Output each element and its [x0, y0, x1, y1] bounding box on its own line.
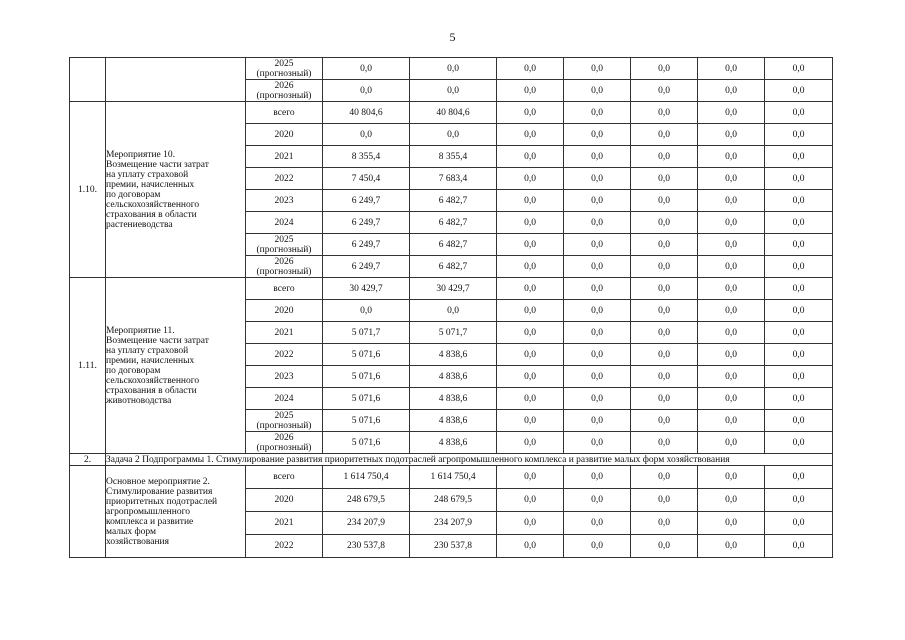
year-line: (прогнозный)	[256, 90, 312, 101]
value-cell: 0,0	[564, 388, 631, 410]
measure-name-line: на уплату страховой	[106, 169, 189, 180]
page-number: 5	[449, 30, 456, 44]
measure-name-line: Мероприятие 11.	[106, 325, 175, 336]
value-cell: 230 537,8	[323, 535, 410, 558]
year-cell	[246, 168, 323, 190]
value-cell: 0,0	[564, 466, 631, 489]
value-cell: 8 355,4	[323, 146, 410, 168]
year-cell	[246, 124, 323, 146]
value-cell: 0,0	[497, 388, 564, 410]
measure-name-line: приоритетных подотраслей	[106, 496, 218, 507]
value-cell: 6 482,7	[410, 256, 497, 278]
year-line: всего	[273, 107, 295, 118]
value-cell: 0,0	[497, 322, 564, 344]
value-cell: 0,0	[564, 124, 631, 146]
value-cell: 0,0	[631, 322, 698, 344]
value-cell: 6 482,7	[410, 234, 497, 256]
value-cell: 4 838,6	[410, 432, 497, 454]
value-cell: 0,0	[564, 80, 631, 102]
value-cell: 0,0	[564, 535, 631, 558]
value-cell: 0,0	[765, 432, 833, 454]
measure-name-line: Мероприятие 10.	[106, 149, 176, 160]
value-cell: 0,0	[765, 278, 833, 300]
value-cell: 0,0	[564, 234, 631, 256]
value-cell: 0,0	[765, 366, 833, 388]
year-cell	[246, 512, 323, 535]
measure-name-cell	[106, 278, 246, 454]
measure-name-line: премии, начисленных	[106, 179, 195, 190]
value-cell: 0,0	[631, 489, 698, 512]
year-line: 2022	[274, 541, 294, 551]
table-row	[70, 58, 833, 80]
measure-name-line: животноводства	[106, 395, 172, 406]
value-cell: 0,0	[765, 102, 833, 124]
year-line: 2024	[274, 393, 294, 404]
value-cell: 40 804,6	[410, 102, 497, 124]
value-cell: 0,0	[765, 168, 833, 190]
value-cell: 0,0	[698, 489, 765, 512]
year-line: 2023	[274, 371, 294, 382]
value-cell: 0,0	[765, 512, 833, 535]
value-cell: 0,0	[497, 58, 564, 80]
value-cell: 0,0	[497, 489, 564, 512]
value-cell: 0,0	[631, 366, 698, 388]
measure-name-line: агропромышленного	[106, 506, 191, 517]
value-cell: 0,0	[631, 190, 698, 212]
value-cell: 4 838,6	[410, 366, 497, 388]
value-cell: 0,0	[497, 256, 564, 278]
measure-name-line: сельскохозяйственного	[106, 199, 200, 210]
value-cell: 6 249,7	[323, 234, 410, 256]
value-cell: 0,0	[410, 80, 497, 102]
year-line: (прогнозный)	[256, 244, 312, 255]
year-cell	[246, 432, 323, 454]
value-cell: 1 614 750,4	[410, 466, 497, 489]
value-cell: 0,0	[765, 322, 833, 344]
year-line: всего	[273, 472, 295, 482]
value-cell: 0,0	[497, 190, 564, 212]
value-cell: 0,0	[564, 256, 631, 278]
value-cell: 0,0	[698, 80, 765, 102]
value-cell: 230 537,8	[410, 535, 497, 558]
measure-name-line: хозяйствования	[106, 536, 169, 547]
value-cell: 0,0	[564, 102, 631, 124]
value-cell: 0,0	[698, 58, 765, 80]
value-cell: 4 838,6	[410, 344, 497, 366]
value-cell: 30 429,7	[323, 278, 410, 300]
value-cell: 0,0	[698, 535, 765, 558]
value-cell: 0,0	[631, 146, 698, 168]
measure-name-line: сельскохозяйственного	[106, 375, 200, 386]
measure-name-line: комплекса и развитие	[106, 516, 194, 527]
year-cell	[246, 300, 323, 322]
measure-name-cell	[106, 102, 246, 278]
value-cell: 0,0	[765, 212, 833, 234]
value-cell: 0,0	[631, 212, 698, 234]
measure-name-line: малых форм	[106, 526, 157, 537]
value-cell: 0,0	[631, 102, 698, 124]
value-cell: 4 838,6	[410, 388, 497, 410]
value-cell: 0,0	[497, 234, 564, 256]
table-row	[70, 278, 833, 300]
year-line: 2026	[274, 256, 294, 267]
year-line: 2020	[274, 129, 294, 140]
index-cell	[70, 58, 106, 102]
value-cell: 40 804,6	[323, 102, 410, 124]
value-cell: 0,0	[765, 234, 833, 256]
value-cell: 0,0	[564, 190, 631, 212]
value-cell: 0,0	[631, 58, 698, 80]
index-cell: 1.11.	[70, 278, 106, 454]
measure-name-line: Стимулирование развития	[106, 486, 213, 497]
value-cell: 0,0	[631, 344, 698, 366]
value-cell: 0,0	[631, 535, 698, 558]
measure-name-line: страхования в области	[106, 209, 197, 220]
value-cell: 0,0	[497, 278, 564, 300]
year-cell	[246, 535, 323, 558]
value-cell: 0,0	[564, 489, 631, 512]
value-cell: 0,0	[765, 466, 833, 489]
year-cell	[246, 388, 323, 410]
measure-name-line: на уплату страховой	[106, 345, 189, 356]
year-line: 2022	[274, 173, 294, 184]
task-row	[70, 454, 833, 466]
value-cell: 0,0	[765, 80, 833, 102]
value-cell: 0,0	[765, 256, 833, 278]
value-cell: 0,0	[497, 535, 564, 558]
table-row	[70, 102, 833, 124]
value-cell: 0,0	[698, 388, 765, 410]
value-cell: 0,0	[564, 366, 631, 388]
value-cell: 0,0	[765, 410, 833, 432]
measure-name-line: страхования в области	[106, 385, 197, 396]
year-cell	[246, 489, 323, 512]
index-cell: 1.10.	[70, 102, 106, 278]
year-cell	[246, 58, 323, 80]
value-cell: 0,0	[497, 212, 564, 234]
value-cell: 0,0	[698, 432, 765, 454]
year-cell	[246, 146, 323, 168]
value-cell: 5 071,6	[323, 432, 410, 454]
value-cell: 0,0	[698, 124, 765, 146]
value-cell: 0,0	[564, 146, 631, 168]
value-cell: 30 429,7	[410, 278, 497, 300]
year-line: 2025	[274, 58, 294, 69]
year-cell	[246, 256, 323, 278]
value-cell: 0,0	[631, 512, 698, 535]
year-line: 2021	[274, 327, 294, 338]
value-cell: 0,0	[564, 278, 631, 300]
year-line: 2023	[274, 195, 294, 206]
year-cell	[246, 366, 323, 388]
year-line: 2021	[274, 151, 294, 162]
year-cell	[246, 212, 323, 234]
value-cell: 0,0	[631, 168, 698, 190]
value-cell: 0,0	[698, 344, 765, 366]
year-line: 2020	[274, 495, 294, 505]
measure-name-line: премии, начисленных	[106, 355, 195, 366]
measure-name-line: Возмещение части затрат	[106, 159, 209, 170]
value-cell: 0,0	[564, 432, 631, 454]
value-cell: 0,0	[765, 58, 833, 80]
value-cell: 234 207,9	[323, 512, 410, 535]
year-cell	[246, 322, 323, 344]
year-cell	[246, 466, 323, 489]
value-cell: 0,0	[765, 146, 833, 168]
year-cell	[246, 102, 323, 124]
value-cell: 0,0	[631, 300, 698, 322]
value-cell: 0,0	[323, 80, 410, 102]
measure-name-line: Возмещение части затрат	[106, 335, 209, 346]
year-line: (прогнозный)	[256, 420, 312, 431]
value-cell: 0,0	[497, 512, 564, 535]
value-cell: 7 450,4	[323, 168, 410, 190]
value-cell: 0,0	[497, 466, 564, 489]
value-cell: 0,0	[497, 102, 564, 124]
task-number: 2.	[70, 454, 106, 466]
year-line: 2025	[274, 410, 294, 421]
value-cell: 248 679,5	[323, 489, 410, 512]
value-cell: 6 249,7	[323, 256, 410, 278]
value-cell: 0,0	[631, 410, 698, 432]
value-cell: 0,0	[497, 300, 564, 322]
measure-name-cell	[106, 466, 246, 558]
value-cell: 0,0	[698, 190, 765, 212]
value-cell: 0,0	[765, 388, 833, 410]
value-cell: 0,0	[564, 410, 631, 432]
value-cell: 0,0	[698, 300, 765, 322]
year-line: (прогнозный)	[256, 266, 312, 277]
value-cell: 0,0	[564, 322, 631, 344]
value-cell: 0,0	[631, 466, 698, 489]
value-cell: 248 679,5	[410, 489, 497, 512]
program-funding-table	[69, 57, 833, 558]
value-cell: 4 838,6	[410, 410, 497, 432]
value-cell: 0,0	[631, 124, 698, 146]
value-cell: 0,0	[564, 212, 631, 234]
measure-name-line: Основное мероприятие 2.	[106, 476, 210, 487]
year-line: 2022	[274, 349, 294, 360]
year-line: 2020	[274, 305, 294, 316]
year-cell	[246, 278, 323, 300]
value-cell: 0,0	[698, 146, 765, 168]
value-cell: 0,0	[698, 212, 765, 234]
value-cell: 5 071,6	[323, 410, 410, 432]
value-cell: 6 482,7	[410, 212, 497, 234]
year-cell	[246, 190, 323, 212]
value-cell: 0,0	[765, 535, 833, 558]
value-cell: 0,0	[323, 300, 410, 322]
value-cell: 0,0	[698, 278, 765, 300]
value-cell: 0,0	[323, 124, 410, 146]
value-cell: 0,0	[698, 256, 765, 278]
task-title: Задача 2 Подпрограммы 1. Стимулирование развития приоритетных подотраслей агропромышленного комплекса и развитие малых форм хозяйствования	[106, 454, 833, 466]
value-cell: 0,0	[631, 388, 698, 410]
measure-name-line: растениеводства	[106, 219, 173, 230]
value-cell: 0,0	[497, 344, 564, 366]
value-cell: 5 071,7	[410, 322, 497, 344]
value-cell: 6 249,7	[323, 190, 410, 212]
value-cell: 0,0	[497, 366, 564, 388]
value-cell: 0,0	[631, 234, 698, 256]
year-cell	[246, 410, 323, 432]
value-cell: 0,0	[765, 124, 833, 146]
value-cell: 5 071,6	[323, 366, 410, 388]
year-line: (прогнозный)	[256, 68, 312, 79]
value-cell: 0,0	[631, 256, 698, 278]
value-cell: 0,0	[765, 190, 833, 212]
value-cell: 0,0	[497, 168, 564, 190]
value-cell: 0,0	[410, 124, 497, 146]
value-cell: 5 071,6	[323, 388, 410, 410]
value-cell: 0,0	[698, 410, 765, 432]
value-cell: 0,0	[497, 410, 564, 432]
value-cell: 0,0	[698, 466, 765, 489]
value-cell: 0,0	[698, 322, 765, 344]
value-cell: 0,0	[323, 58, 410, 80]
value-cell: 0,0	[631, 80, 698, 102]
value-cell: 0,0	[564, 512, 631, 535]
value-cell: 0,0	[631, 432, 698, 454]
year-cell	[246, 234, 323, 256]
year-line: (прогнозный)	[256, 442, 312, 453]
value-cell: 0,0	[631, 278, 698, 300]
value-cell: 0,0	[698, 102, 765, 124]
value-cell: 7 683,4	[410, 168, 497, 190]
table-row	[70, 466, 833, 489]
value-cell: 6 482,7	[410, 190, 497, 212]
value-cell: 0,0	[564, 58, 631, 80]
year-line: 2021	[274, 518, 294, 528]
year-cell	[246, 344, 323, 366]
measure-name-line: по договорам	[106, 365, 161, 376]
year-line: 2026	[274, 432, 294, 443]
measure-name-cell	[106, 58, 246, 102]
value-cell: 1 614 750,4	[323, 466, 410, 489]
value-cell: 0,0	[698, 234, 765, 256]
value-cell: 0,0	[497, 80, 564, 102]
value-cell: 234 207,9	[410, 512, 497, 535]
measure-name-line: по договорам	[106, 189, 161, 200]
value-cell: 0,0	[410, 58, 497, 80]
index-cell	[70, 466, 106, 558]
year-cell	[246, 80, 323, 102]
value-cell: 0,0	[497, 146, 564, 168]
year-line: 2025	[274, 234, 294, 245]
year-line: 2024	[274, 217, 294, 228]
value-cell: 0,0	[698, 366, 765, 388]
value-cell: 0,0	[564, 300, 631, 322]
value-cell: 0,0	[765, 489, 833, 512]
value-cell: 8 355,4	[410, 146, 497, 168]
value-cell: 5 071,6	[323, 344, 410, 366]
value-cell: 0,0	[497, 432, 564, 454]
year-line: 2026	[274, 80, 294, 91]
value-cell: 0,0	[564, 344, 631, 366]
value-cell: 5 071,7	[323, 322, 410, 344]
value-cell: 0,0	[698, 168, 765, 190]
value-cell: 0,0	[765, 344, 833, 366]
value-cell: 0,0	[698, 512, 765, 535]
value-cell: 0,0	[497, 124, 564, 146]
year-line: всего	[273, 283, 295, 294]
value-cell: 0,0	[564, 168, 631, 190]
value-cell: 0,0	[410, 300, 497, 322]
value-cell: 6 249,7	[323, 212, 410, 234]
value-cell: 0,0	[765, 300, 833, 322]
